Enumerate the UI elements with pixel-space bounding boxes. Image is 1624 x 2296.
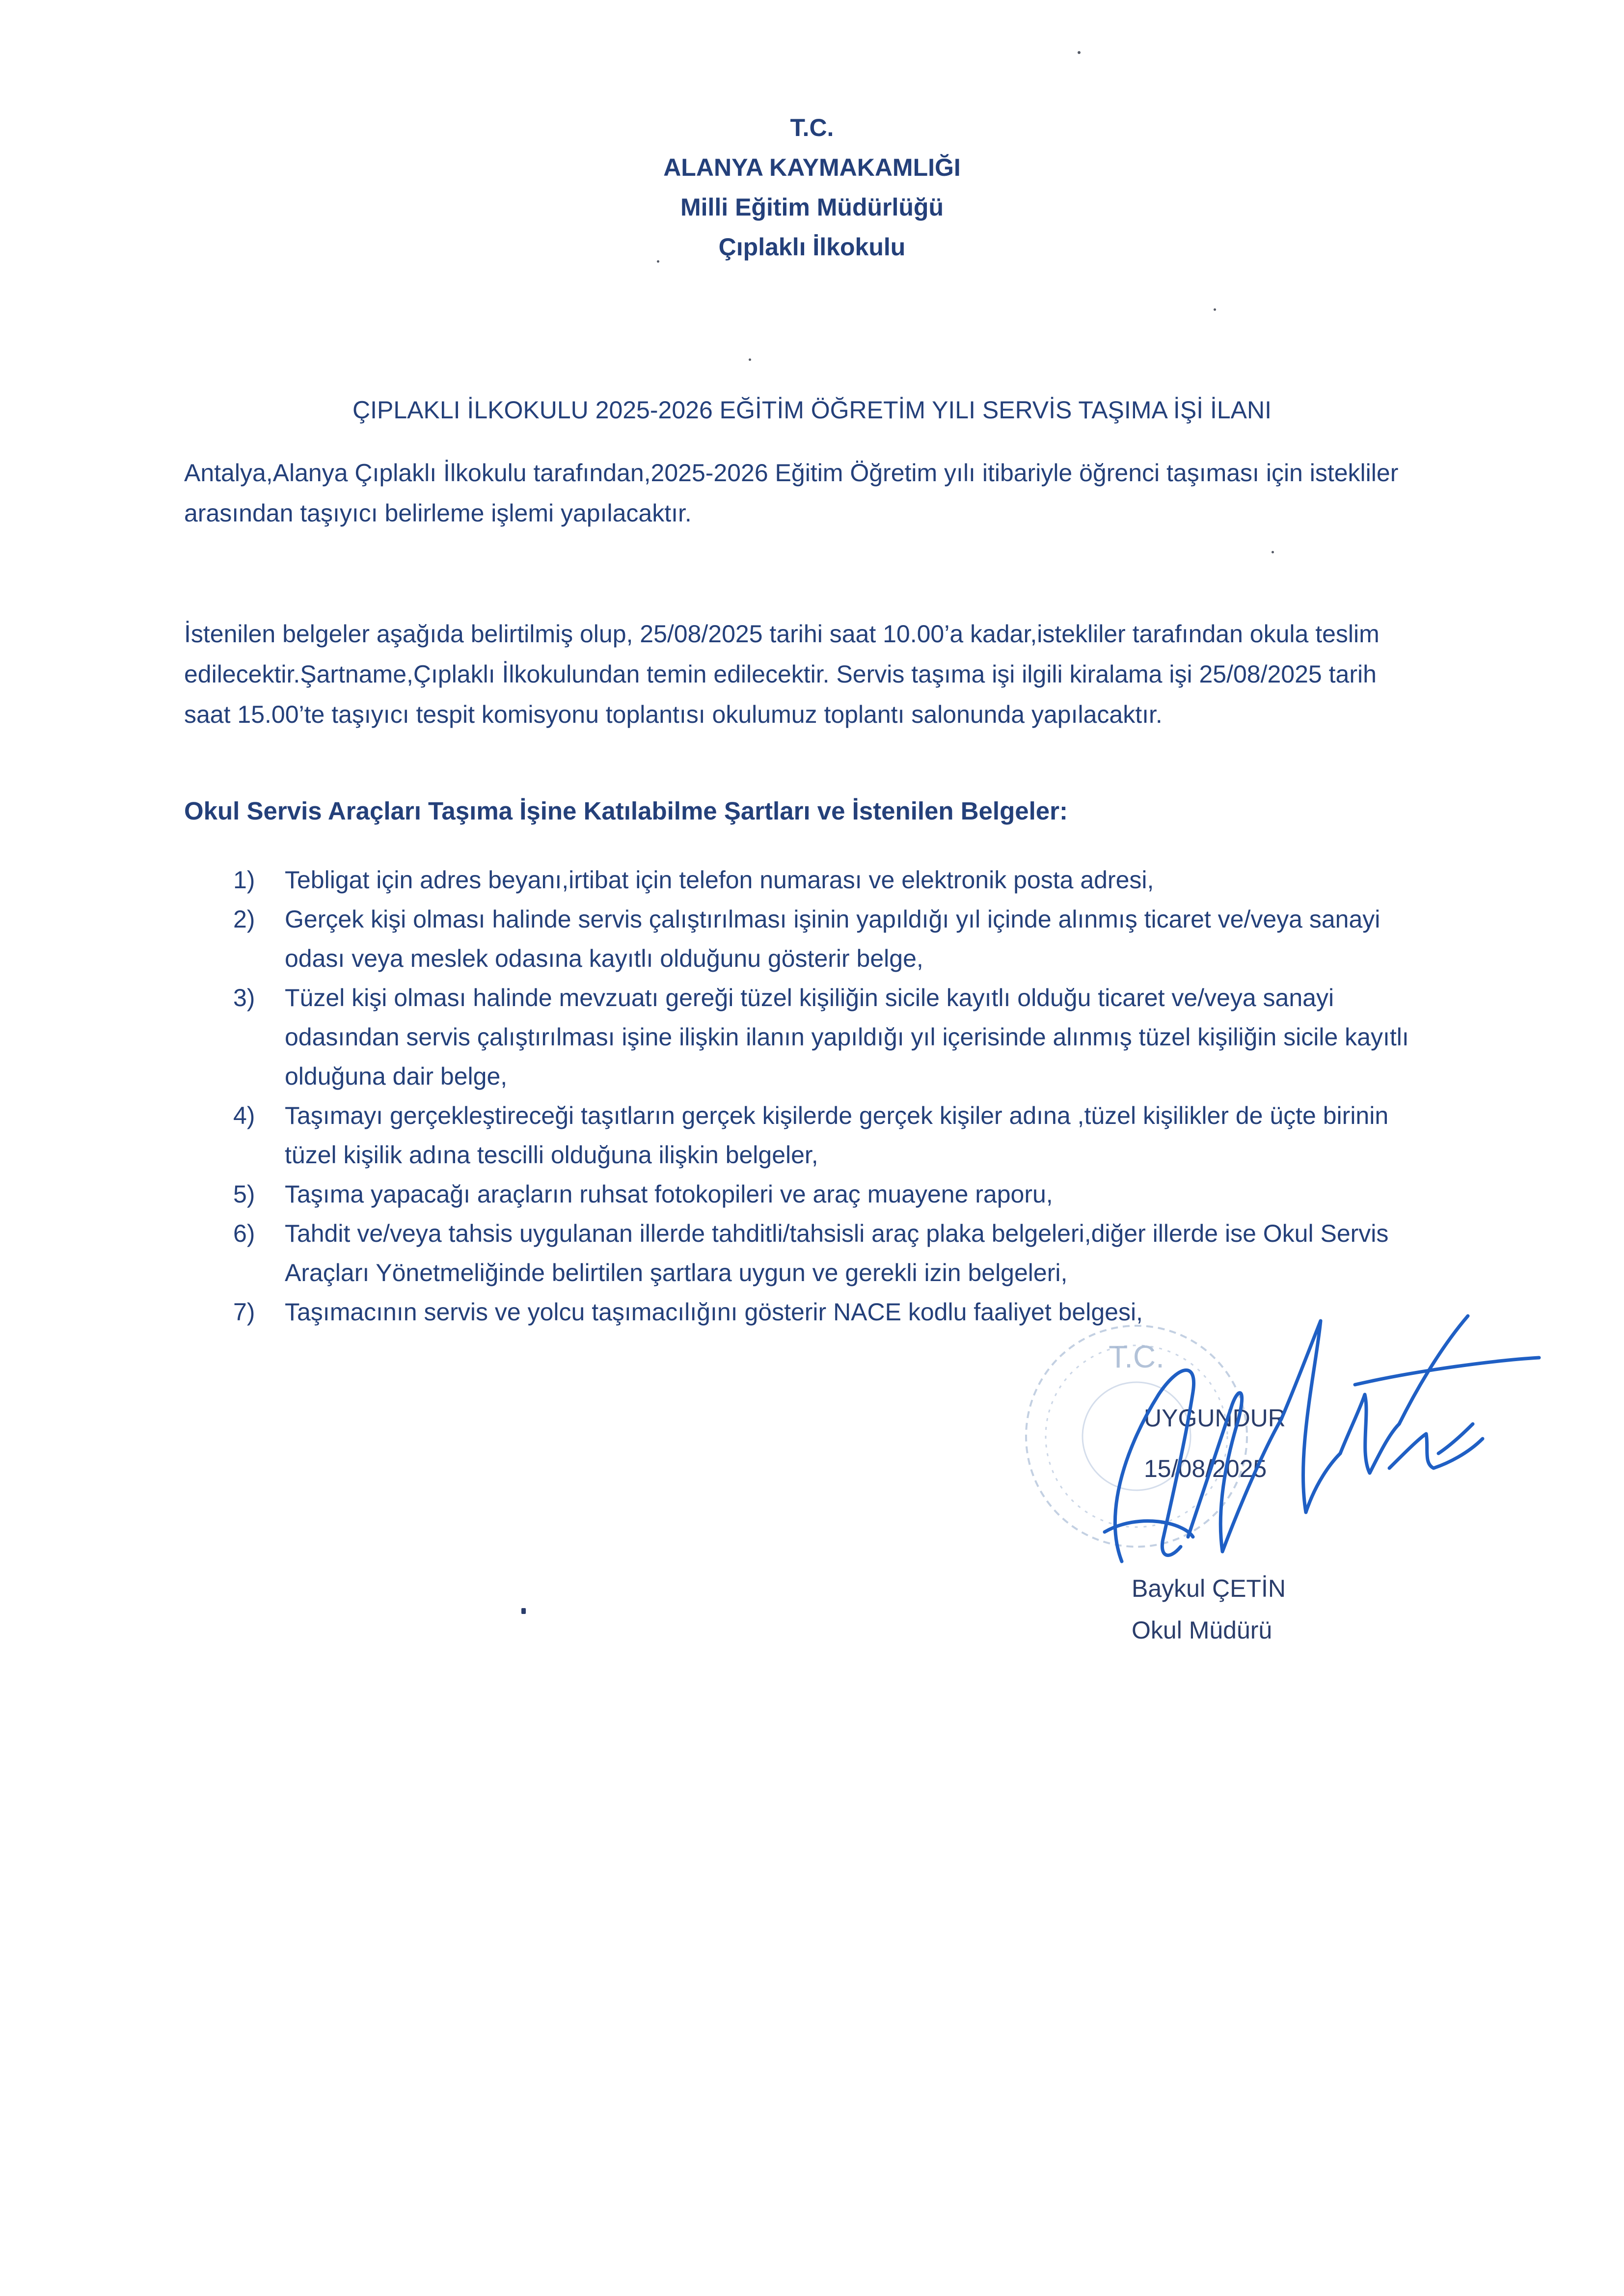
requirement-text: Taşımayı gerçekleştireceği taşıtların gerçek kişilerde gerçek kişiler adına ,tüzel kişilikler de üçte birinin tüzel kişilik adına tescilli olduğuna ilişkin belgeler, [285, 1102, 1389, 1169]
scan-speck [749, 358, 751, 361]
requirement-item [233, 860, 1411, 900]
deadline-paragraph: İstenilen belgeler aşağıda belirtilmiş olup, 25/08/2025 tarihi saat 10.00’a kadar,istekliler tarafından okula teslim edilecektir.Şartname,Çıplaklı İlkokulundan temin edilecektir. Servis taşıma işi ilgili kiralama işi 25/08/2025 tarih saat 15.00’te taşıyıcı tespit komisyonu toplantısı okulumuz toplantı salonunda yapılacaktır. [184, 620, 1380, 728]
requirement-item [233, 1214, 1411, 1292]
handwritten-signature-icon [1075, 1306, 1542, 1581]
requirement-number: 3) [233, 984, 255, 1011]
requirement-number: 7) [233, 1298, 255, 1326]
signer-title: Okul Müdürü [1132, 1616, 1272, 1644]
requirement-number: 4) [233, 1102, 255, 1129]
requirement-number: 6) [233, 1220, 255, 1247]
requirement-text: Tebligat için adres beyanı,irtibat için telefon numarası ve elektronik posta adresi, [285, 866, 1154, 894]
requirement-text: Tüzel kişi olması halinde mevzuatı gereği tüzel kişiliğin sicile kayıtlı olduğu ticaret ve/veya sanayi odasından servis çalıştırılması işine ilişkin ilanın yapıldığı yıl içerisinde alınmış tüzel kişiliğin sicile kayıtlı olduğuna dair belge, [285, 984, 1409, 1090]
requirement-number: 2) [233, 905, 255, 933]
notice-title: ÇIPLAKLI İLKOKULU 2025-2026 EĞİTİM ÖĞRETİM YILI SERVİS TAŞIMA İŞİ İLANI [352, 396, 1272, 424]
requirement-item [233, 900, 1411, 978]
scan-speck [521, 1608, 526, 1614]
requirement-text: Gerçek kişi olması halinde servis çalıştırılması işinin yapıldığı yıl içinde alınmış ticaret ve/veya sanayi odası veya meslek odasına kayıtlı olduğunu gösterir belge, [285, 905, 1380, 972]
scan-speck [657, 260, 659, 263]
requirement-text: Taşıma yapacağı araçların ruhsat fotokopileri ve araç muayene raporu, [285, 1180, 1053, 1208]
requirement-text: Taşımacının servis ve yolcu taşımacılığını gösterir NACE kodlu faaliyet belgesi, [285, 1298, 1143, 1326]
letterhead-state: T.C. [790, 114, 834, 141]
requirement-number: 5) [233, 1180, 255, 1208]
letterhead-governorship: ALANYA KAYMAKAMLIĞI [663, 154, 961, 181]
approval-date: 15/08/2025 [1144, 1455, 1267, 1482]
letterhead [0, 108, 1624, 267]
requirements-heading: Okul Servis Araçları Taşıma İşine Katılabilme Şartları ve İstenilen Belgeler: [184, 797, 1068, 825]
letterhead-school: Çıplaklı İlkokulu [718, 233, 906, 261]
requirement-text: Tahdit ve/veya tahsis uygulanan illerde tahditli/tahsisli araç plaka belgeleri,diğer illerde ise Okul Servis Araçları Yönetmeliğinde belirtilen şartlara uygun ve gerekli izin belgeleri, [285, 1220, 1389, 1286]
signer-name: Baykul ÇETİN [1132, 1575, 1286, 1602]
scan-speck [1078, 51, 1081, 54]
approval-stamp: UYGUNDUR [1144, 1404, 1286, 1432]
requirement-item [233, 978, 1411, 1096]
requirements-list [233, 860, 1411, 1332]
intro-paragraph: Antalya,Alanya Çıplaklı İlkokulu tarafından,2025-2026 Eğitim Öğretim yılı itibariyle öğrenci taşıması için istekliler arasından taşıyıcı belirleme işlemi yapılacaktır. [184, 459, 1399, 527]
seal-text: T.C. [1109, 1339, 1164, 1374]
scan-speck [1272, 551, 1274, 553]
letterhead-directorate: Milli Eğitim Müdürlüğü [680, 193, 944, 221]
requirement-item [233, 1175, 1411, 1214]
requirement-number: 1) [233, 866, 255, 894]
scan-speck [1214, 308, 1216, 311]
requirement-item [233, 1096, 1411, 1175]
